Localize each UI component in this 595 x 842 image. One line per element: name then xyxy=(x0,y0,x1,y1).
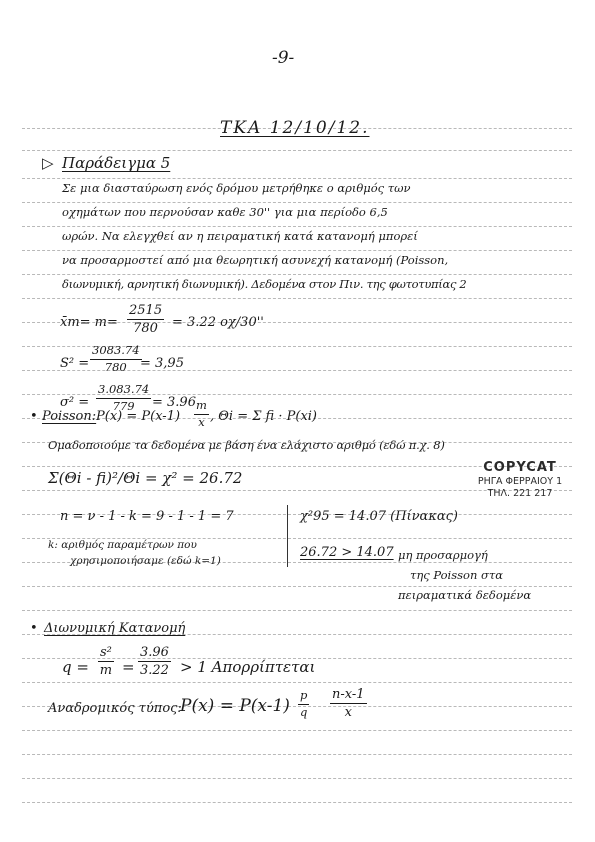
q-equals: = xyxy=(122,658,135,676)
column-divider xyxy=(287,505,288,567)
recursive-formula-a: P(x) = P(x-1) xyxy=(180,696,290,716)
stamp-name: COPYCAT xyxy=(483,460,557,475)
mean-numerator: 2515 xyxy=(129,303,163,318)
ruled-line xyxy=(22,298,572,299)
q-numerator-1: s² xyxy=(100,645,112,660)
ruled-line xyxy=(22,778,572,779)
example-heading: Παράδειγμα 5 xyxy=(62,154,171,172)
ruled-line xyxy=(22,202,572,203)
ruled-line xyxy=(22,610,572,611)
variance-sample-fraction xyxy=(90,345,142,373)
ruled-line xyxy=(22,586,572,587)
degrees-of-freedom-formula: n = ν - 1 - k = 9 - 1 - 1 = 7 xyxy=(60,509,234,524)
recursive-denominator: x xyxy=(344,705,352,720)
q-fraction-1 xyxy=(98,646,114,677)
binomial-heading: Διωνυμική Κατανομή xyxy=(44,621,186,636)
q-rhs: > 1 Απορρίπτεται xyxy=(180,658,316,676)
poisson-ratio-denominator: x xyxy=(198,414,205,429)
variance-unbiased-denominator: 779 xyxy=(112,398,135,413)
page-number: -9- xyxy=(272,48,295,68)
stamp-address: ΡΗΓΑ ΦΕΡΡΑΙΟΥ 1 xyxy=(477,476,563,487)
stamp-phone: ΤΗΛ. 221 217 xyxy=(487,488,553,499)
ruled-line xyxy=(22,250,572,251)
ruled-line xyxy=(22,178,572,179)
q-numerator-2: 3.96 xyxy=(140,645,169,660)
recursive-p: p xyxy=(298,690,309,705)
q-lhs: q = xyxy=(62,658,89,676)
problem-line: ωρών. Να ελεγχθεί αν η πειραματική κατά κατανομή μπορεί xyxy=(62,229,418,243)
poisson-label: Poisson: xyxy=(42,409,97,424)
mean-denominator: 780 xyxy=(133,321,158,336)
poisson-formula-a: P(x) = P(x-1) xyxy=(96,409,181,424)
chi-square-formula: Σ(Θi - fi)²/Θi = χ² = 26.72 xyxy=(48,469,243,487)
variance-sample-rhs: = 3,95 xyxy=(140,356,184,371)
q-denominator-1: m xyxy=(99,663,113,678)
poisson-formula-b: , Θi = Σ fi · P(xi) xyxy=(210,409,318,424)
problem-line: διωνυμική, αρνητική διωνυμική). Δεδομένα στον Πιν. της φωτοτυπίας 2 xyxy=(62,277,467,291)
q-fraction-2 xyxy=(138,646,171,677)
ruled-line xyxy=(22,682,572,683)
variance-unbiased-fraction xyxy=(96,384,151,412)
bullet-dot: • xyxy=(30,621,38,636)
poisson-ratio-numerator: m xyxy=(194,400,209,415)
ruled-line xyxy=(22,274,572,275)
recursive-q: q xyxy=(300,704,308,719)
page-title: ΤΚΑ 12/10/12. xyxy=(220,118,370,138)
ruled-line xyxy=(22,730,572,731)
mean-fraction xyxy=(127,304,164,335)
mean-rhs: = 3.22 οχ/30'' xyxy=(172,315,264,330)
variance-unbiased-numerator: 3.083.74 xyxy=(96,384,151,399)
conclusion-line: της Poisson στα xyxy=(410,568,503,582)
copyshop-stamp xyxy=(470,460,570,499)
problem-line: Σε μια διασταύρωση ενός δρόμου μετρήθηκε ο αριθμός των xyxy=(62,181,411,195)
k-note-line: χρησιμοποιήσαμε (εδώ k=1) xyxy=(70,555,221,567)
variance-unbiased-rhs: = 3.96 xyxy=(152,395,196,410)
mean-lhs: x̄m= m= xyxy=(60,315,118,330)
problem-line: να προσαρμοστεί από μια θεωρητική ασυνεχή κατανομή (Poisson, xyxy=(62,253,449,267)
ruled-line xyxy=(22,802,572,803)
variance-sample-denominator: 780 xyxy=(104,359,127,374)
recursive-p-over-q xyxy=(298,690,309,718)
conclusion-line: μη προσαρμογή xyxy=(398,548,488,562)
ruled-line xyxy=(22,150,572,151)
k-note-line: k: αριθμός παραμέτρων που xyxy=(48,539,197,551)
bullet-arrow-icon: ▷ xyxy=(42,154,54,172)
ruled-line xyxy=(22,754,572,755)
recursive-numerator: n-x-1 xyxy=(332,687,365,702)
chi-square-comparison: 26.72 > 14.07 xyxy=(300,545,394,560)
recursive-label: Αναδρομικός τύπος: xyxy=(48,701,182,716)
conclusion-line: πειραματικά δεδομένα xyxy=(398,588,532,602)
problem-line: οχημάτων που περνούσαν καθε 30'' για μια περίοδο 6,5 xyxy=(62,205,388,219)
variance-unbiased-lhs: σ² = xyxy=(60,395,90,410)
ruled-line xyxy=(22,226,572,227)
recursive-ratio xyxy=(330,688,367,719)
chi-square-critical: χ²95 = 14.07 (Πίνακας) xyxy=(300,509,458,524)
grouping-sentence: Ομαδοποιούμε τα δεδομένα με βάση ένα ελάχιστο αριθμό (εδώ π.χ. 8) xyxy=(48,438,445,452)
variance-sample-numerator: 3083.74 xyxy=(90,345,142,360)
bullet-dot: • xyxy=(30,409,38,424)
variance-sample-lhs: S² = xyxy=(60,356,90,371)
poisson-ratio xyxy=(194,400,209,428)
q-denominator-2: 3.22 xyxy=(140,663,169,678)
